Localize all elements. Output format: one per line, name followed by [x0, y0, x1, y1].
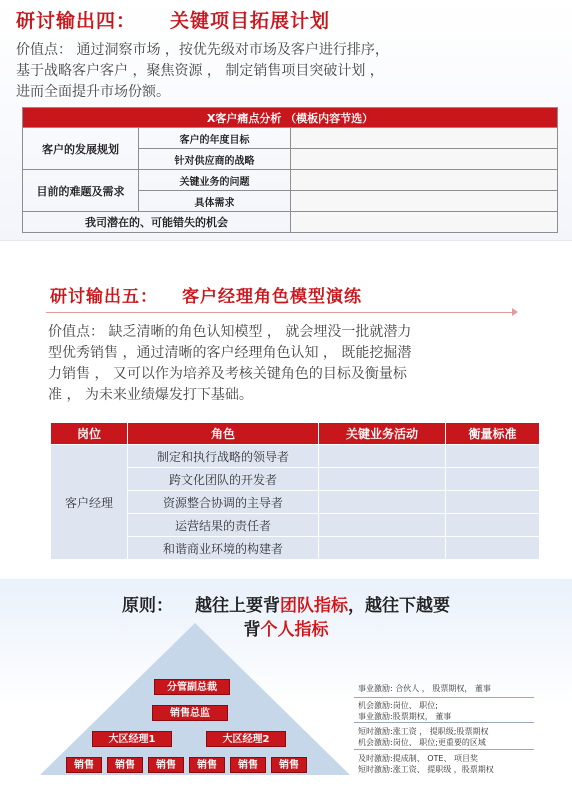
- table-cell: [446, 445, 539, 467]
- desc-line: 短时激励:涨工资、 提职级 ，股票期权: [358, 765, 494, 774]
- level-regional-manager: 大区经理1: [92, 731, 172, 747]
- table-cell: [319, 491, 445, 513]
- body-line: 力销售 ， 又可以作为培养及考核关键角色的目标及衡量标: [48, 366, 407, 382]
- arrow-right-icon: [512, 308, 518, 316]
- level-sales-director: 销售总监: [152, 705, 228, 721]
- column-header: 角色: [128, 423, 318, 444]
- body-line: 准 ， 为未来业绩爆发打下基础。: [48, 387, 253, 403]
- desc-line: 机会激励:岗位、 职位;更重要的区域: [358, 738, 486, 747]
- table-cell: [446, 514, 539, 536]
- incentive-principle-panel: [0, 579, 572, 790]
- group-label-development: 客户的发展规划: [23, 128, 139, 170]
- role-cell: 资源整合协调的主导者: [128, 491, 318, 513]
- table-cell: [319, 468, 445, 490]
- level-regional-manager: 大区经理2: [206, 731, 286, 747]
- column-header: 关键业务活动: [319, 423, 445, 444]
- level-sales: 销售: [148, 757, 184, 773]
- body-line: 价值点： 通过洞察市场 ，按优先级对市场及客户进行排序，: [16, 42, 389, 58]
- project-plan-panel: [0, 0, 572, 241]
- table-cell: [291, 191, 558, 212]
- panel1-title: [16, 6, 330, 33]
- incentive-desc-regional: [358, 726, 488, 748]
- desc-line: 及时激励:提成制、 OTE、 项目奖: [358, 754, 479, 763]
- level-sales: 销售: [66, 757, 102, 773]
- principle-text: ，越往下越要: [348, 596, 450, 616]
- desc-line: 短时激励:涨工资 ， 提职级;股票期权: [358, 727, 489, 736]
- row-label: 客户的年度目标: [139, 128, 291, 149]
- team-metric-highlight: 团队指标: [280, 596, 348, 616]
- table-cell: [446, 468, 539, 490]
- role-cell: 和谐商业环境的构建者: [128, 537, 318, 559]
- table-cell: [319, 514, 445, 536]
- table-cell: [319, 445, 445, 467]
- column-header: 岗位: [51, 423, 127, 444]
- table-cell: [446, 537, 539, 559]
- hierarchy-pyramid: [40, 623, 350, 775]
- pain-point-table-header: X客户痛点分析 （模板内容节选）: [23, 108, 558, 128]
- desc-line: 机会激励:岗位、 职位;: [358, 701, 438, 710]
- level-sales: 销售: [189, 757, 225, 773]
- level-sales: 销售: [271, 757, 307, 773]
- panel2-body: [48, 322, 538, 406]
- desc-line: 事业激励: 合伙人 ， 股票期权， 董事: [358, 684, 491, 693]
- panel1-body: [16, 40, 556, 103]
- row-label-opportunity: 我司潜在的、可能错失的机会: [23, 212, 291, 233]
- principle-text: 背: [243, 620, 261, 640]
- body-line: 价值点： 缺乏清晰的角色认知模型 ， 就会埋没一批就潜力: [48, 324, 412, 340]
- role-table: [50, 422, 540, 560]
- level-sales: 销售: [107, 757, 143, 773]
- body-line: 基于战略客户客户 ，聚焦资源 ， 制定销售项目突破计划 ，: [16, 63, 384, 79]
- principle-label: 原则：: [122, 596, 173, 616]
- role-cell: 跨文化团队的开发者: [128, 468, 318, 490]
- panel1-title-prefix: 研讨输出四：: [16, 10, 137, 32]
- incentive-desc-sales: [358, 753, 494, 775]
- principle-text: 越往上要背: [195, 596, 280, 616]
- row-label: 具体需求: [139, 191, 291, 212]
- table-cell: [291, 212, 558, 233]
- divider: [354, 722, 534, 723]
- panel2-title-main: 客户经理角色模型演练: [182, 287, 362, 307]
- level-sales: 销售: [230, 757, 266, 773]
- table-cell: [446, 491, 539, 513]
- role-cell: 制定和执行战略的领导者: [128, 445, 318, 467]
- panel2-title: [50, 282, 362, 307]
- group-label-difficulties: 目前的难题及需求: [23, 170, 139, 212]
- divider: [354, 697, 534, 698]
- divider: [354, 749, 534, 750]
- incentive-desc-vp: [358, 683, 491, 694]
- table-cell: [291, 128, 558, 149]
- panel1-title-main: 关键项目拓展计划: [170, 10, 331, 32]
- table-cell: [319, 537, 445, 559]
- table-cell: [291, 149, 558, 170]
- column-header: 衡量标准: [446, 423, 539, 444]
- body-line: 进而全面提升市场份额。: [16, 84, 170, 100]
- incentive-desc-director: [358, 700, 451, 722]
- role-cell: 运营结果的责任者: [128, 514, 318, 536]
- role-model-panel: [0, 268, 572, 572]
- row-label: 关键业务的问题: [139, 170, 291, 191]
- pain-point-table: [22, 107, 558, 233]
- table-cell: [291, 170, 558, 191]
- row-label: 针对供应商的战略: [139, 149, 291, 170]
- body-line: 型优秀销售 ，通过清晰的客户经理角色认知 ， 既能挖掘潜: [48, 345, 412, 361]
- personal-metric-highlight: 个人指标: [260, 620, 329, 640]
- panel2-title-prefix: 研讨输出五：: [50, 287, 158, 307]
- position-cell: 客户经理: [51, 445, 127, 559]
- title-underline: [46, 312, 516, 313]
- level-vp: 分管副总裁: [154, 679, 230, 695]
- desc-line: 事业激励:股票期权， 董事: [358, 712, 452, 721]
